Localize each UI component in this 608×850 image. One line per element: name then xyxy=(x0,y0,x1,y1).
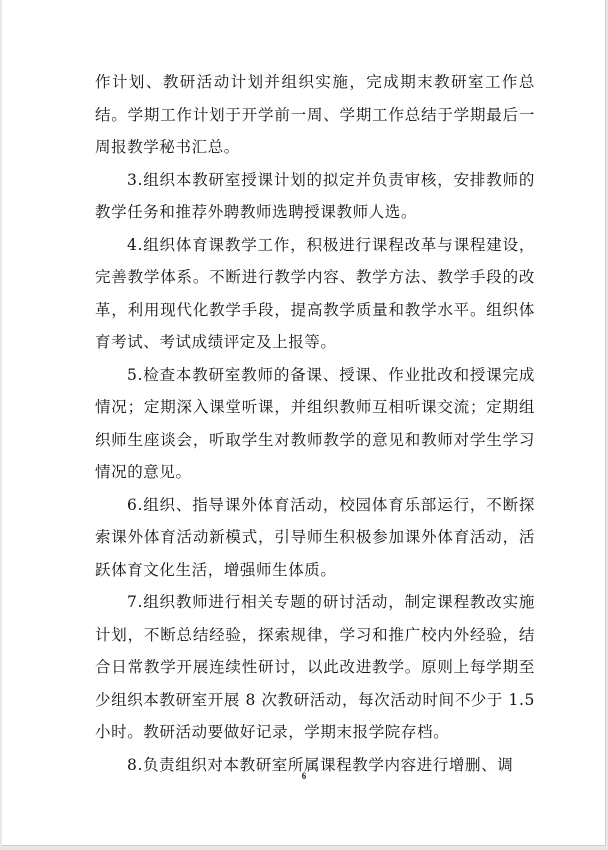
paragraph-item-6: 6.组织、指导课外体育活动，校园体育乐部运行，不断探索课外体育活动新模式，引导师生积极参加课外体育活动，活跃体育文化生活，增强师生体质。 xyxy=(95,495,535,579)
document-page xyxy=(2,0,606,846)
paragraph-item-8: 8.负责组织对本教研室所属课程教学内容进行增删、调 xyxy=(127,755,514,774)
paragraph-item-4: 4.组织体育课教学工作，积极进行课程改革与课程建设，完善教学体系。不断进行教学内容、教学方法、教学手段的改革，利用现代化教学手段，提高教学质量和教学水平。组织体育考试、考试成绩评定及上报等。 xyxy=(95,235,535,351)
document-body xyxy=(95,66,535,781)
paragraph-item-7: 7.组织教师进行相关专题的研讨活动，制定课程教改实施计划，不断总结经验，探索规律，学习和推广校内外经验，结合日常教学开展连续性研讨，以此改进教学。原则上每学期至少组织本教研室开展 8 次教研活动，每次活动时间不少于 1.5 小时。教研活动要做好记录，学期末报学院存档。 xyxy=(95,593,535,741)
page-number: 6 xyxy=(301,771,307,781)
paragraph-continuation: 作计划、教研活动计划并组织实施，完成期末教研室工作总结。学期工作计划于开学前一周、学期工作总结于学期最后一周报教学秘书汇总。 xyxy=(95,73,535,156)
paragraph-item-5: 5.检查本教研室教师的备课、授课、作业批改和授课完成情况；定期深入课堂听课，并组织教师互相听课交流；定期组织师生座谈会，听取学生对教师教学的意见和教师对学生学习情况的意见。 xyxy=(95,365,535,481)
paragraph-item-3: 3.组织本教研室授课计划的拟定并负责审核，安排教师的教学任务和推荐外聘教师选聘授课教师人选。 xyxy=(95,170,535,221)
